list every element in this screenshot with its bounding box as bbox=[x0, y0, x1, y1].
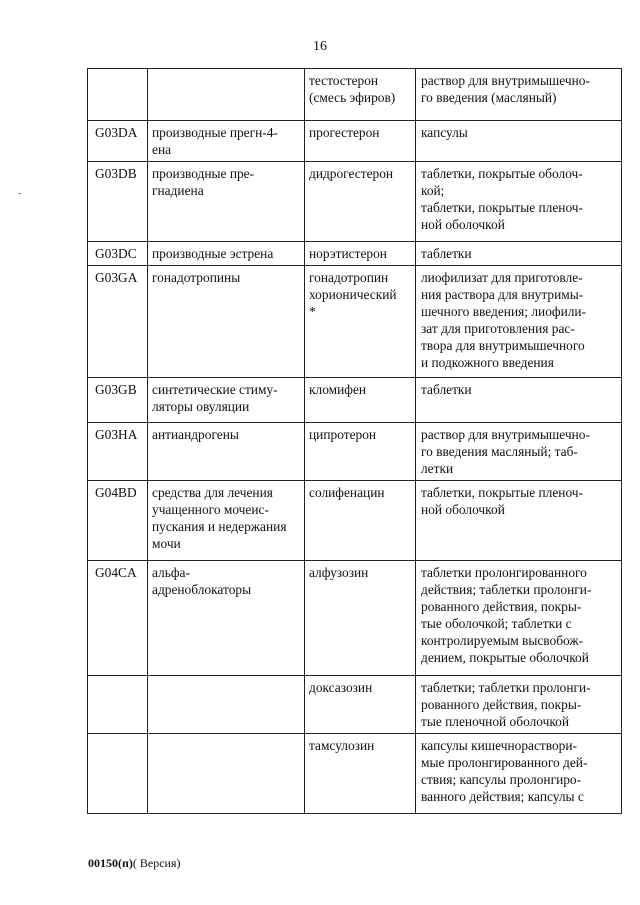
table-row bbox=[88, 266, 622, 378]
form-line: шечного введения; лиофили- bbox=[421, 304, 587, 319]
drug-line: * bbox=[309, 304, 316, 319]
group-line: учащенного мочеис- bbox=[152, 502, 269, 517]
group-line: ляторы овуляции bbox=[152, 399, 250, 414]
form-cell bbox=[416, 676, 622, 734]
form-cell bbox=[416, 561, 622, 676]
form-line: рованного действия, покры- bbox=[421, 697, 582, 712]
form-line: ной оболочкой bbox=[421, 502, 505, 517]
form-line: таблетки, покрытые пленоч- bbox=[421, 200, 583, 215]
atc-code-cell: G03DA bbox=[88, 121, 148, 162]
form-line: капсулы кишечнораствори- bbox=[421, 738, 578, 753]
drug-line: доксазозин bbox=[309, 680, 373, 695]
form-line: контролируемым высвобож- bbox=[421, 633, 584, 648]
form-cell bbox=[416, 734, 622, 814]
drug-cell bbox=[305, 378, 416, 423]
group-cell bbox=[148, 734, 305, 814]
form-cell bbox=[416, 121, 622, 162]
group-cell bbox=[148, 242, 305, 266]
atc-code-cell: G03DB bbox=[88, 162, 148, 242]
group-line: альфа- bbox=[152, 565, 190, 580]
form-line: ванного действия; капсулы с bbox=[421, 789, 584, 804]
drug-line: тамсулозин bbox=[309, 738, 375, 753]
form-line: капсулы bbox=[421, 125, 468, 140]
group-line: мочи bbox=[152, 536, 181, 551]
form-cell bbox=[416, 69, 622, 121]
drug-cell bbox=[305, 266, 416, 378]
drug-cell bbox=[305, 676, 416, 734]
form-line: дением, покрытые оболочкой bbox=[421, 650, 589, 665]
drug-cell bbox=[305, 481, 416, 561]
form-line: кой; bbox=[421, 183, 445, 198]
table-row bbox=[88, 378, 622, 423]
footer-version: ( Версия) bbox=[132, 856, 181, 870]
form-line: и подкожного введения bbox=[421, 355, 554, 370]
form-line: раствор для внутримышечно- bbox=[421, 427, 590, 442]
group-cell bbox=[148, 561, 305, 676]
form-cell bbox=[416, 378, 622, 423]
atc-code-cell bbox=[88, 734, 148, 814]
drug-cell bbox=[305, 121, 416, 162]
form-line: лиофилизат для приготовле- bbox=[421, 270, 583, 285]
form-line: го введения (масляный) bbox=[421, 90, 557, 105]
drug-line: алфузозин bbox=[309, 565, 369, 580]
group-line: антиандрогены bbox=[152, 427, 239, 442]
form-cell bbox=[416, 162, 622, 242]
drug-line: хорионический bbox=[309, 287, 397, 302]
table-row bbox=[88, 734, 622, 814]
drug-line: кломифен bbox=[309, 382, 367, 397]
form-line: твора для внутримышечного bbox=[421, 338, 585, 353]
group-line: производные прегн-4- bbox=[152, 125, 278, 140]
table-row bbox=[88, 242, 622, 266]
group-line: адреноблокаторы bbox=[152, 582, 252, 597]
footer-code: 00150(п) bbox=[88, 856, 133, 870]
form-line: го введения масляный; таб- bbox=[421, 444, 578, 459]
group-line: производные эстрена bbox=[152, 246, 274, 261]
form-line: таблетки bbox=[421, 246, 472, 261]
form-line: ствия; капсулы пролонгиро- bbox=[421, 772, 582, 787]
drug-line: ципротерон bbox=[309, 427, 377, 442]
form-line: рованного действия, покры- bbox=[421, 599, 582, 614]
footer bbox=[88, 856, 181, 871]
table-row bbox=[88, 162, 622, 242]
group-line: гонадотропины bbox=[152, 270, 241, 285]
table-row bbox=[88, 561, 622, 676]
atc-code-cell: G04BD bbox=[88, 481, 148, 561]
form-line: летки bbox=[421, 461, 454, 476]
drug-line: гонадотропин bbox=[309, 270, 389, 285]
group-cell bbox=[148, 69, 305, 121]
drug-line: норэтистерон bbox=[309, 246, 387, 261]
table-row bbox=[88, 69, 622, 121]
group-line: средства для лечения bbox=[152, 485, 273, 500]
drug-cell bbox=[305, 734, 416, 814]
drug-line: прогестерон bbox=[309, 125, 380, 140]
drug-cell bbox=[305, 162, 416, 242]
atc-code-cell: G03GB bbox=[88, 378, 148, 423]
table-row bbox=[88, 121, 622, 162]
form-line: таблетки, покрытые пленоч- bbox=[421, 485, 583, 500]
form-line: раствор для внутримышечно- bbox=[421, 73, 590, 88]
form-cell bbox=[416, 481, 622, 561]
table-row bbox=[88, 481, 622, 561]
form-line: ния раствора для внутримы- bbox=[421, 287, 584, 302]
group-cell bbox=[148, 676, 305, 734]
group-line: пускания и недержания bbox=[152, 519, 287, 534]
table-row bbox=[88, 676, 622, 734]
atc-code-cell bbox=[88, 69, 148, 121]
drug-line: солифенацин bbox=[309, 485, 385, 500]
form-cell bbox=[416, 423, 622, 481]
table-body bbox=[88, 69, 622, 814]
group-cell bbox=[148, 162, 305, 242]
atc-code-cell: G03HA bbox=[88, 423, 148, 481]
drug-cell bbox=[305, 561, 416, 676]
form-line: тые пленочной оболочкой bbox=[421, 714, 570, 729]
form-line: действия; таблетки пролонги- bbox=[421, 582, 592, 597]
form-line: зат для приготовления рас- bbox=[421, 321, 575, 336]
drug-line: тестостерон bbox=[309, 73, 379, 88]
group-line: производные пре- bbox=[152, 166, 255, 181]
drug-cell bbox=[305, 242, 416, 266]
atc-code-cell bbox=[88, 676, 148, 734]
form-cell bbox=[416, 242, 622, 266]
form-line: таблетки, покрытые оболоч- bbox=[421, 166, 583, 181]
form-line: таблетки bbox=[421, 382, 472, 397]
atc-code-cell: G04CA bbox=[88, 561, 148, 676]
group-cell bbox=[148, 121, 305, 162]
group-cell bbox=[148, 423, 305, 481]
drug-cell bbox=[305, 423, 416, 481]
group-line: ена bbox=[152, 142, 172, 157]
form-line: ной оболочкой bbox=[421, 217, 505, 232]
table-row bbox=[88, 423, 622, 481]
margin-mark: - bbox=[18, 188, 22, 199]
group-line: синтетические стиму- bbox=[152, 382, 278, 397]
drug-table bbox=[87, 68, 622, 814]
group-cell bbox=[148, 378, 305, 423]
group-line: гнадиена bbox=[152, 183, 204, 198]
form-cell bbox=[416, 266, 622, 378]
page-number: 16 bbox=[313, 39, 327, 54]
atc-code-cell: G03GA bbox=[88, 266, 148, 378]
form-line: тые оболочкой; таблетки с bbox=[421, 616, 572, 631]
group-cell bbox=[148, 266, 305, 378]
atc-code-cell: G03DC bbox=[88, 242, 148, 266]
drug-line: дидрогестерон bbox=[309, 166, 394, 181]
form-line: таблетки пролонгированного bbox=[421, 565, 587, 580]
form-line: мые пролонгированного дей- bbox=[421, 755, 588, 770]
drug-line: (смесь эфиров) bbox=[309, 90, 396, 105]
drug-cell bbox=[305, 69, 416, 121]
group-cell bbox=[148, 481, 305, 561]
form-line: таблетки; таблетки пролонги- bbox=[421, 680, 591, 695]
